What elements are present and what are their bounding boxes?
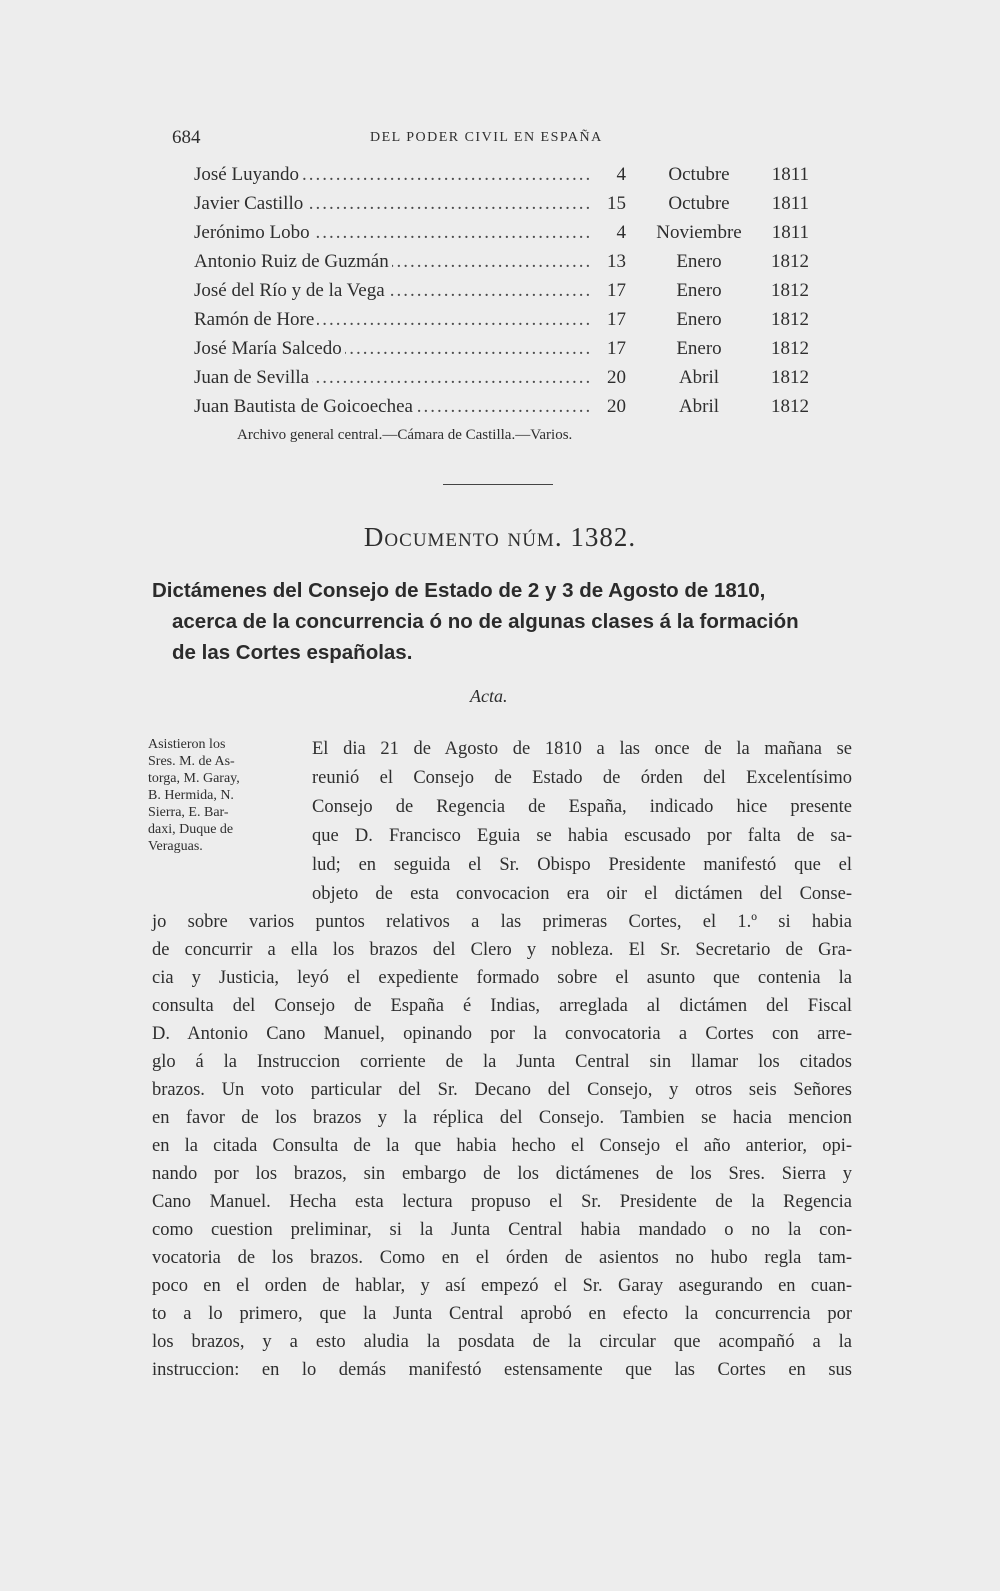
day: 17 [607, 338, 626, 359]
month: Abril [678, 396, 720, 417]
month: Noviembre [656, 222, 742, 243]
year: 1812 [771, 251, 809, 272]
person-name: José Luyando [194, 164, 302, 185]
section-divider [443, 484, 553, 485]
year: 1811 [771, 164, 809, 185]
person-name: Jerónimo Lobo [194, 222, 313, 243]
body-line: consulta del Consejo de España é Indias, arreglada al dictámen del Fiscal [152, 996, 852, 1016]
body-line: objeto de esta convocacion era oir el dictámen del Conse- [312, 884, 852, 904]
month: Enero [676, 338, 722, 359]
document-title: Documento núm. 1382. [363, 522, 637, 552]
list-item [194, 218, 824, 247]
month: Enero [676, 309, 722, 330]
heading-line: Dictámenes del Consejo de Estado de 2 y 3 de Agosto de 1810, [152, 579, 766, 602]
month: Abril [678, 367, 720, 388]
person-name: Javier Castillo [194, 193, 306, 214]
month: Enero [676, 280, 722, 301]
source-citation: Archivo general central.—Cámara de Castilla.—Varios. [237, 427, 573, 443]
body-line: brazos. Un voto particular del Sr. Decano del Consejo, y otros seis Señores [152, 1080, 852, 1100]
year: 1812 [771, 396, 809, 417]
margin-note-line: Veraguas. [148, 839, 203, 854]
day: 17 [607, 309, 626, 330]
body-line: Cano Manuel. Hecha esta lectura propuso el Sr. Presidente de la Regencia [152, 1192, 852, 1212]
list-item [194, 160, 824, 189]
year: 1812 [771, 309, 809, 330]
month: Enero [676, 251, 722, 272]
day: 17 [607, 280, 626, 301]
margin-note-line: Sierra, E. Bar- [148, 805, 229, 820]
body-line: como cuestion preliminar, si la Junta Central habia mandado o no la con- [152, 1220, 852, 1240]
body-line: El dia 21 de Agosto de 1810 a las once de la mañana se [312, 739, 852, 759]
body-line: vocatoria de los brazos. Como en el órden de asientos no hubo regla tam- [152, 1248, 852, 1268]
page-number: 684 [172, 127, 201, 148]
margin-note-line: B. Hermida, N. [148, 788, 234, 803]
body-line: cia y Justicia, leyó el expediente formado sobre el asunto que contenia la [152, 968, 852, 988]
list-item [194, 189, 824, 218]
year: 1812 [771, 338, 809, 359]
body-line: Consejo de Regencia de España, indicado hice presente [312, 797, 852, 817]
body-line: nando por los brazos, sin embargo de los dictámenes de los Sres. Sierra y [152, 1164, 852, 1184]
body-line: en favor de los brazos y la réplica del Consejo. Tambien se hacia mencion [152, 1108, 852, 1128]
body-line: poco en el orden de hablar, y así empezó el Sr. Garay asegurando en cuan- [152, 1276, 852, 1296]
section-subtitle: Acta. [470, 686, 508, 706]
body-line: en la citada Consulta de la que habia hecho el Consejo el año anterior, opi- [152, 1136, 852, 1156]
document-heading [152, 575, 852, 668]
body-line: glo á la Instruccion corriente de la Junta Central sin llamar los citados [152, 1052, 852, 1072]
year: 1811 [771, 222, 809, 243]
day: 4 [616, 222, 626, 243]
year: 1811 [771, 193, 809, 214]
body-line: D. Antonio Cano Manuel, opinando por la convocatoria a Cortes con arre- [152, 1024, 852, 1044]
margin-note-line: Asistieron los [148, 737, 226, 752]
list-item [194, 305, 824, 334]
person-name: Juan de Sevilla [194, 367, 312, 388]
margin-note-line: Sres. M. de As- [148, 754, 235, 769]
month: Octubre [668, 164, 730, 185]
list-item [194, 276, 824, 305]
person-name: Juan Bautista de Goicoechea [194, 396, 416, 417]
person-name: Ramón de Hore [194, 309, 317, 330]
day: 13 [607, 251, 626, 272]
heading-line: acerca de la concurrencia ó no de algunas clases á la formación [172, 610, 799, 633]
day: 20 [607, 367, 626, 388]
person-name: José María Salcedo [194, 338, 345, 359]
body-line: to a lo primero, que la Junta Central aprobó en efecto la concurrencia por [152, 1304, 852, 1324]
list-item [194, 247, 824, 276]
year: 1812 [771, 367, 809, 388]
body-line: instruccion: en lo demás manifestó estensamente que las Cortes en sus [152, 1360, 852, 1380]
year: 1812 [771, 280, 809, 301]
list-item [194, 392, 824, 421]
body-line: lud; en seguida el Sr. Obispo Presidente manifestó que el [312, 855, 852, 875]
person-name: Antonio Ruiz de Guzmán [194, 251, 392, 272]
margin-note-line: torga, M. Garay, [148, 771, 240, 786]
list-item [194, 334, 824, 363]
body-line: jo sobre varios puntos relativos a las primeras Cortes, el 1.º si habia [152, 912, 852, 932]
month: Octubre [668, 193, 730, 214]
body-line: los brazos, y a esto aludia la posdata de la circular que acompañó a la [152, 1332, 852, 1352]
person-name: José del Río y de la Vega [194, 280, 388, 301]
list-item [194, 363, 824, 392]
day: 15 [607, 193, 626, 214]
margin-note [148, 736, 288, 855]
margin-note-line: daxi, Duque de [148, 822, 234, 837]
body-line: reunió el Consejo de Estado de órden del Excelentísimo [312, 768, 852, 788]
day: 4 [616, 164, 626, 185]
body-line: que D. Francisco Eguia se habia escusado por falta de sa- [312, 826, 852, 846]
appointments-list [194, 160, 824, 421]
body-line: de concurrir a ella los brazos del Clero y nobleza. El Sr. Secretario de Gra- [152, 940, 852, 960]
running-head: DEL PODER CIVIL EN ESPAÑA [370, 130, 603, 145]
heading-line: de las Cortes españolas. [172, 641, 413, 664]
day: 20 [607, 396, 626, 417]
